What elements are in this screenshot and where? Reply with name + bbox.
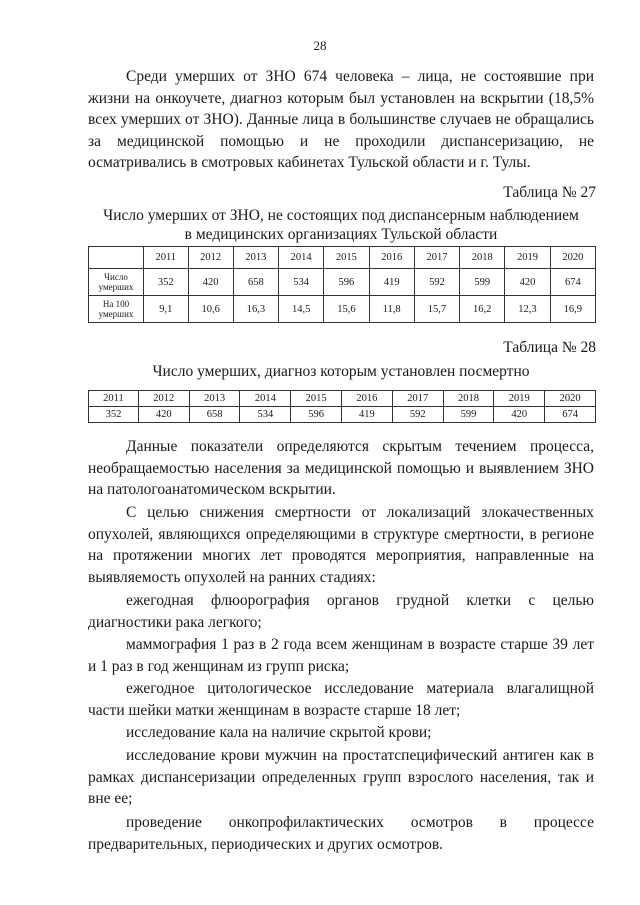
table-28-year: 2011 xyxy=(89,391,139,407)
table-cell: 658 xyxy=(189,407,240,423)
paragraph-measures: С целью снижения смертности от локализаций злокачественных опухолей, являющихся определяющими в структуре смертности, в регионе на протяжении многих лет проводятся мероприятия, направленные на выявляемость опухолей на ранних стадиях: xyxy=(88,504,594,586)
table-27-row-label xyxy=(89,296,144,323)
table-cell: 16,9 xyxy=(550,296,595,323)
page-number: 28 xyxy=(313,38,327,53)
paragraph-indicators: Данные показатели определяются скрытым течением процесса, необращаемостью населения за медицинской помощью и выявлением ЗНО на патологоанатомическом вскрытии. xyxy=(88,438,594,499)
table-28-year: 2016 xyxy=(342,391,393,407)
table-cell: 11,8 xyxy=(369,296,414,323)
table-cell: 352 xyxy=(89,407,139,423)
table-cell: 352 xyxy=(144,269,189,296)
table-27-label: Таблица № 27 xyxy=(503,184,596,201)
row-label-line2: умерших xyxy=(98,282,134,292)
table-28-year: 2015 xyxy=(291,391,342,407)
table-cell: 14,5 xyxy=(279,296,324,323)
table-27-year: 2014 xyxy=(279,247,324,269)
table-cell: 16,2 xyxy=(460,296,505,323)
table-cell: 419 xyxy=(369,269,414,296)
table-cell: 674 xyxy=(550,269,595,296)
table-27-caption-line1: Число умерших от ЗНО, не состоящих под диспансерным наблюдением xyxy=(103,207,579,224)
intro-paragraph: Среди умерших от ЗНО 674 человека – лица, не состоявшие при жизни на онкоучете, диагноз которым был установлен на вскрытии (18,5% всех умерших от ЗНО). Данные лица в большинстве случаев не обращались за медицинской помощью и не проходили диспансеризацию, не осматривались в смотровых кабинетах Тульской области и г. Тулы. xyxy=(88,68,594,172)
table-27-corner-cell xyxy=(89,247,144,269)
table-row xyxy=(89,407,596,423)
table-cell: 419 xyxy=(342,407,393,423)
list-item: ежегодная флюорография органов грудной клетки с целью диагностики рака легкого; xyxy=(88,592,594,631)
table-28-caption: Число умерших, диагноз которым установлен посмертно xyxy=(152,363,530,380)
table-cell: 9,1 xyxy=(144,296,189,323)
table-27-year: 2019 xyxy=(505,247,550,269)
table-cell: 674 xyxy=(545,407,596,423)
table-cell: 592 xyxy=(414,269,459,296)
table-28-year: 2014 xyxy=(240,391,291,407)
table-27-year: 2018 xyxy=(460,247,505,269)
table-27 xyxy=(88,246,596,323)
table-cell: 420 xyxy=(188,269,233,296)
list-item: ежегодное цитологическое исследование материала влагалищной части шейки матки женщинам в возрасте старше 18 лет; xyxy=(88,680,594,719)
list-item: исследование крови мужчин на простатспецифический антиген как в рамках диспансеризации определенных групп взрослого населения, так и вне ее; xyxy=(88,747,594,808)
table-27-year: 2017 xyxy=(414,247,459,269)
table-27-year: 2012 xyxy=(188,247,233,269)
row-label-line1: На 100 xyxy=(102,299,130,309)
row-label-line2: умерших xyxy=(98,309,134,319)
table-27-year: 2020 xyxy=(550,247,595,269)
table-cell: 534 xyxy=(279,269,324,296)
table-28-header-row xyxy=(89,391,596,407)
table-27-year: 2011 xyxy=(144,247,189,269)
table-cell: 420 xyxy=(138,407,189,423)
table-28-year: 2018 xyxy=(443,391,494,407)
table-27-caption-line2: в медицинских организациях Тульской области xyxy=(184,226,498,243)
table-28-year: 2017 xyxy=(392,391,443,407)
table-cell: 16,3 xyxy=(233,296,278,323)
table-row xyxy=(89,269,596,296)
table-row xyxy=(89,296,596,323)
table-cell: 592 xyxy=(392,407,443,423)
list-item: проведение онкопрофилактических осмотров в процессе предварительных, периодических и других осмотров. xyxy=(88,814,594,853)
table-cell: 12,3 xyxy=(505,296,550,323)
list-item: исследование кала на наличие скрытой крови; xyxy=(126,724,432,741)
table-28-label: Таблица № 28 xyxy=(503,339,596,356)
table-27-year: 2015 xyxy=(324,247,369,269)
table-cell: 596 xyxy=(291,407,342,423)
table-28-year: 2012 xyxy=(138,391,189,407)
table-cell: 534 xyxy=(240,407,291,423)
table-28 xyxy=(88,390,596,423)
table-28-year: 2020 xyxy=(545,391,596,407)
table-cell: 599 xyxy=(443,407,494,423)
table-cell: 15,7 xyxy=(414,296,459,323)
table-27-header-row xyxy=(89,247,596,269)
table-27-year: 2016 xyxy=(369,247,414,269)
table-cell: 420 xyxy=(505,269,550,296)
table-cell: 599 xyxy=(460,269,505,296)
table-27-row-label xyxy=(89,269,144,296)
list-item: маммография 1 раз в 2 года всем женщинам в возрасте старше 39 лет и 1 раз в год женщинам из групп риска; xyxy=(88,636,594,675)
table-cell: 596 xyxy=(324,269,369,296)
row-label-line1: Число xyxy=(104,272,128,282)
table-cell: 10,6 xyxy=(188,296,233,323)
table-28-year: 2013 xyxy=(189,391,240,407)
table-cell: 15,6 xyxy=(324,296,369,323)
table-28-year: 2019 xyxy=(494,391,545,407)
table-27-caption xyxy=(88,206,594,244)
table-cell: 420 xyxy=(494,407,545,423)
table-cell: 658 xyxy=(233,269,278,296)
table-27-year: 2013 xyxy=(233,247,278,269)
